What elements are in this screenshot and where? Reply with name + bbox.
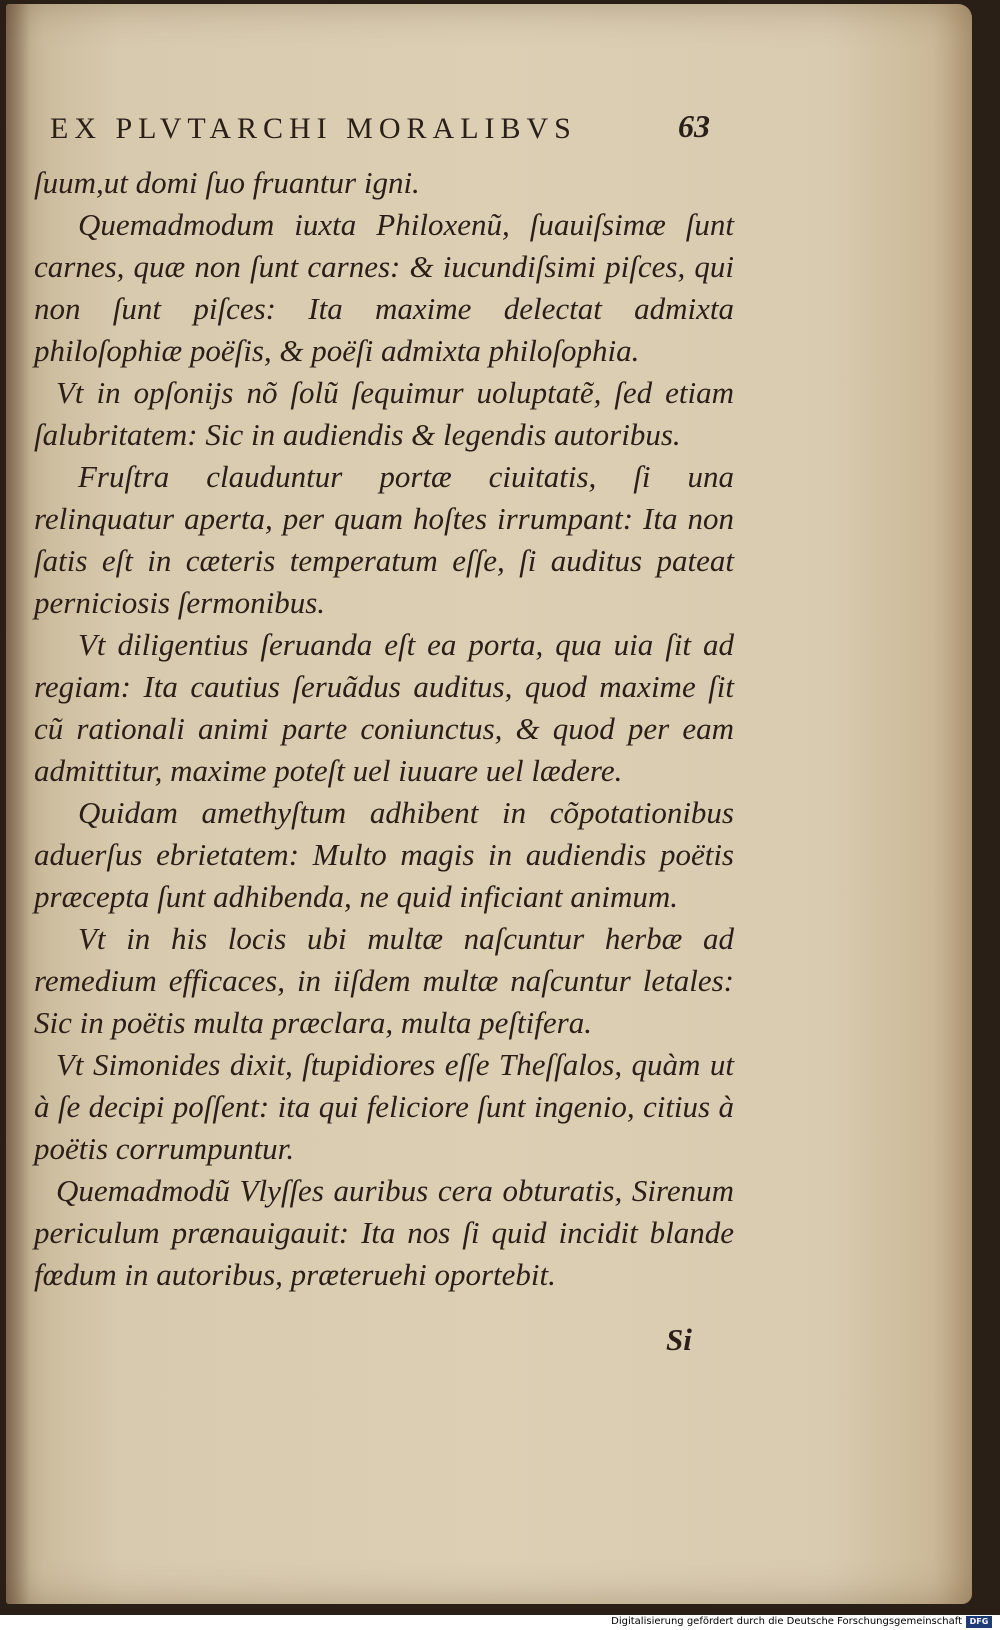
page-text [34, 162, 734, 1296]
paragraph-continuation: ſuum,ut domi ſuo fruantur igni. [34, 165, 420, 200]
funding-notice: Digitalisierung gefördert durch die Deutsche Forschungsgemeinschaft [611, 1616, 962, 1627]
paragraph-herbae: Vt in his locis ubi multæ naſcuntur herbæ ad remedium efficaces, in iiſdem multæ naſcuntur letales: Sic in poëtis multa præclara, multa peſtifera. [34, 921, 734, 1040]
paragraph-philoxenus: Quemadmodum iuxta Philoxenũ, ſuauiſsimæ ſunt carnes, quæ non ſunt carnes: & iucundiſsimi piſces, qui non ſunt piſces: Ita maxime delectat admixta philoſophiæ poëſis, & poëſi admixta philoſophia. [34, 207, 734, 368]
paragraph-simonides: Vt Simonides dixit, ſtupidiores eſſe Theſſalos, quàm ut à ſe decipi poſſent: ita qui feliciore ſunt ingenio, citius à poëtis corrumpuntur. [34, 1047, 734, 1166]
paragraph-amethystum: Quidam amethyſtum adhibent in cõpotationibus aduerſus ebrietatem: Multo magis in audiendis poëtis præcepta ſunt adhibenda, ne quid inficiant animum. [34, 795, 734, 914]
page-number: 63 [678, 108, 710, 144]
paragraph-ulysses: Quemadmodũ Vlyſſes auribus cera obturatis, Sirenum periculum prænauigauit: Ita nos ſi quid incidit blande fœdum in autoribus, præteruehi oportebit. [34, 1173, 734, 1292]
paragraph-regia: Vt diligentius ſeruanda eſt ea porta, qua uia ſit ad regiam: Ita cautius ſeruãdus auditus, quod maxime ſit cũ rationali animi parte coniunctus, & quod per eam admittitur, maxime poteſt uel iuuare uel lædere. [34, 627, 734, 788]
footer-bar [0, 1615, 1000, 1630]
book-page [6, 4, 972, 1604]
paragraph-portae: Fruſtra clauduntur portæ ciuitatis, ſi una relinquatur aperta, per quam hoſtes irrumpant: Ita non ſatis eſt in cæteris temperatum eſſe, ſi auditus pateat perniciosis ſermonibus. [34, 459, 734, 620]
running-header: EX PLVTARCHI MORALIBVS [50, 112, 577, 145]
catchword: Si [666, 1322, 692, 1357]
dfg-logo-icon: DFG [966, 1616, 992, 1628]
paragraph-opsonia: Vt in opſonijs nõ ſolũ ſequimur uoluptatẽ, ſed etiam ſalubritatem: Sic in audiendis & legendis autoribus. [34, 375, 734, 452]
